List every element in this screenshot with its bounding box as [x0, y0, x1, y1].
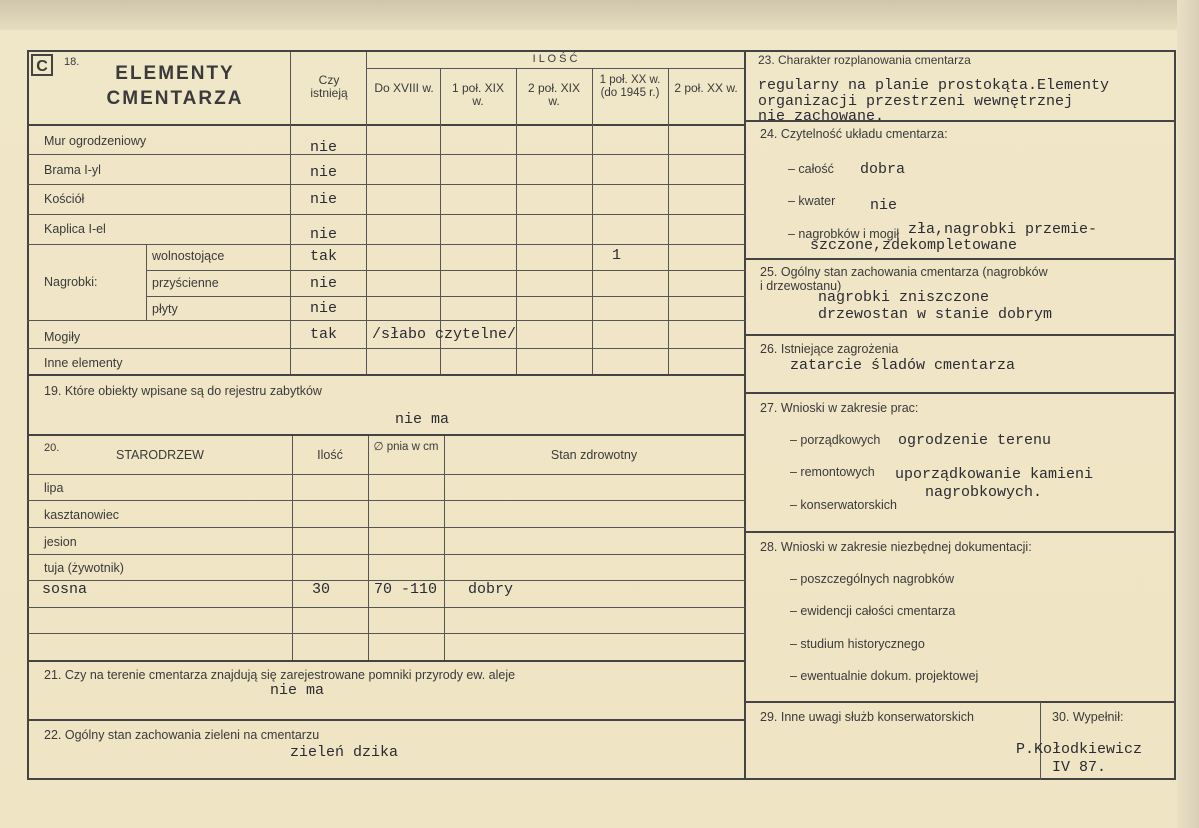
s28-bottom [744, 701, 1176, 703]
row-label: Brama I-yl [44, 163, 101, 177]
answer: tak [310, 248, 338, 265]
row-rule [27, 154, 745, 155]
tree-diameter: 70 -110 [374, 581, 438, 598]
s20-col-ilosc [292, 436, 293, 660]
row-rule [27, 320, 745, 321]
s27-kons: – konserwatorskich [790, 498, 897, 512]
s21-bottom [27, 719, 745, 721]
answer: tak [310, 326, 338, 343]
row-rule [27, 244, 745, 245]
s19-bottom [27, 434, 745, 436]
s22-value: zieleń dzika [290, 744, 399, 761]
s18-header-bottom [27, 124, 745, 126]
period-header: 2 poł. XX w. [674, 81, 738, 95]
s25-label2: i drzewostanu) [760, 279, 842, 293]
tree-name: lipa [44, 481, 64, 495]
czy-istnieja-header: Czy istnieją [310, 73, 348, 101]
answer: nie [310, 275, 338, 292]
filler-date: IV 87. [1052, 759, 1107, 776]
row-label: Kościół [44, 192, 85, 206]
ilosc-header: I L O Ś Ć [532, 53, 578, 65]
row-rule [27, 500, 745, 501]
s27-rem: – remontowych [790, 465, 875, 479]
tree-name: tuja (żywotnik) [44, 561, 124, 575]
tree-name: kasztanowiec [44, 508, 120, 522]
s21-label: 21. Czy na terenie cmentarza znajdują się zarejestrowane pomniki przyrody ew. aleje [44, 668, 516, 682]
s18-ilosc-rule [366, 68, 744, 69]
s25-value1: nagrobki zniszczone [818, 289, 990, 306]
row-label: Mogiły [44, 330, 81, 344]
s20-header-bottom [27, 474, 745, 475]
s23-label: 23. Charakter rozplanowania cmentarza [758, 53, 971, 67]
row-label: Mur ogrodzeniowy [44, 134, 147, 148]
s30-label: 30. Wypełnił: [1052, 710, 1124, 724]
top-shadow-band [0, 0, 1199, 30]
row-rule [27, 214, 745, 215]
s18-col-p3 [516, 68, 517, 375]
s18-number: 18. [64, 56, 80, 68]
row-rule [27, 554, 745, 555]
section-letter-box: C [31, 54, 53, 76]
s18-title-line2: CMENTARZA [106, 88, 244, 109]
s28-item: – ewidencji całości cmentarza [790, 604, 956, 618]
s24-calosc-value: dobra [860, 161, 906, 178]
s27-label: 27. Wnioski w zakresie prac: [760, 401, 919, 415]
answer: nie [310, 300, 338, 317]
s28-item: – ewentualnie dokum. projektowej [790, 669, 979, 683]
s24-kwater-value: nie [870, 197, 898, 214]
row-label: Inne elementy [44, 356, 123, 370]
center-divider [744, 50, 746, 780]
s27-porz: – porządkowych [790, 433, 881, 447]
s25-label1: 25. Ogólny stan zachowania cmentarza (nagrobków [760, 265, 1048, 279]
s20-stan-header: Stan zdrowotny [550, 448, 638, 462]
row-rule [27, 184, 745, 185]
s20-col-pnia [368, 436, 369, 660]
s18-bottom [27, 374, 745, 376]
s27-rem-value2: nagrobkowych. [925, 484, 1043, 501]
right-binding-edge [1177, 0, 1199, 828]
row-rule [146, 296, 745, 297]
s23-line3: nie zachowane. [758, 108, 885, 125]
nagrobki-label: Nagrobki: [44, 275, 98, 289]
s24-nagrobkow-value2: szczone,zdekompletowane [810, 237, 1018, 254]
wolnostojace-count: 1 [612, 247, 622, 264]
s28-item: – poszczególnych nagrobków [790, 572, 954, 586]
s27-porz-value: ogrodzenie terenu [898, 432, 1052, 449]
tree-health: dobry [468, 581, 514, 598]
s20-ilosc-header: Ilość [317, 448, 343, 462]
row-rule [27, 607, 745, 608]
s26-bottom [744, 392, 1176, 394]
s24-label: 24. Czytelność układu cmentarza: [760, 127, 948, 141]
s25-bottom [744, 334, 1176, 336]
s24-nagrobkow-value1: zła,nagrobki przemie- [908, 221, 1098, 238]
answer: nie [310, 139, 338, 156]
row-rule [27, 633, 745, 634]
row-label: płyty [152, 302, 178, 316]
s23-line1: regularny na planie prostokąta.Elementy [758, 77, 1110, 94]
s24-calosc: – całość [788, 162, 834, 176]
row-label: wolnostojące [152, 249, 225, 263]
answer: nie [310, 191, 338, 208]
s19-label: 19. Które obiekty wpisane są do rejestru zabytków [44, 384, 322, 398]
tree-count: 30 [312, 581, 331, 598]
s28-label: 28. Wnioski w zakresie niezbędnej dokumentacji: [760, 540, 1032, 554]
period-header: 1 poł. XX w. (do 1945 r.) [599, 74, 661, 99]
s20-pnia-header: ∅ pnia w cm [373, 441, 439, 453]
s27-bottom [744, 531, 1176, 533]
answer: nie [310, 164, 338, 181]
s18-title-line1: ELEMENTY [115, 63, 235, 84]
s23-line2: organizacji przestrzeni wewnętrznej [758, 93, 1074, 110]
row-label: przyścienne [152, 276, 219, 290]
period-header: 2 poł. XIX w. [527, 81, 581, 109]
s26-label: 26. Istniejące zagrożenia [760, 342, 899, 356]
answer: nie [310, 226, 338, 243]
s29-label: 29. Inne uwagi służb konserwatorskich [760, 710, 975, 724]
s25-value2: drzewostan w stanie dobrym [818, 306, 1053, 323]
s18-col-p4 [592, 68, 593, 375]
s18-col-p5 [668, 68, 669, 375]
s19-value: nie ma [395, 411, 450, 428]
period-header: Do XVIII w. [374, 81, 434, 95]
period-header: 1 poł. XIX w. [451, 81, 505, 109]
tree-name: jesion [44, 535, 77, 549]
s24-bottom [744, 258, 1176, 260]
row-rule [27, 348, 745, 349]
s20-col-stan [444, 436, 445, 660]
mogily-note: /słabo czytelne/ [372, 326, 517, 343]
tree-name-typed: sosna [42, 581, 88, 598]
s18-nagrobki-divider [146, 244, 147, 320]
s20-number: 20. [44, 442, 60, 454]
s27-rem-value1: uporządkowanie kamieni [895, 466, 1094, 483]
s24-kwater: – kwater [788, 194, 836, 208]
row-rule [27, 527, 745, 528]
s21-value: nie ma [270, 682, 325, 699]
s26-value: zatarcie śladów cmentarza [790, 357, 1016, 374]
s20-title: STARODRZEW [116, 448, 204, 462]
s28-item: – studium historycznego [790, 637, 925, 651]
row-rule [146, 270, 745, 271]
s24-nagrobkow: – nagrobków i mogił [788, 227, 900, 241]
s20-bottom [27, 660, 745, 662]
filler-name: P.Kołodkiewicz [1016, 741, 1143, 758]
row-label: Kaplica I-el [44, 222, 106, 236]
s22-label: 22. Ogólny stan zachowania zieleni na cmentarzu [44, 728, 320, 742]
